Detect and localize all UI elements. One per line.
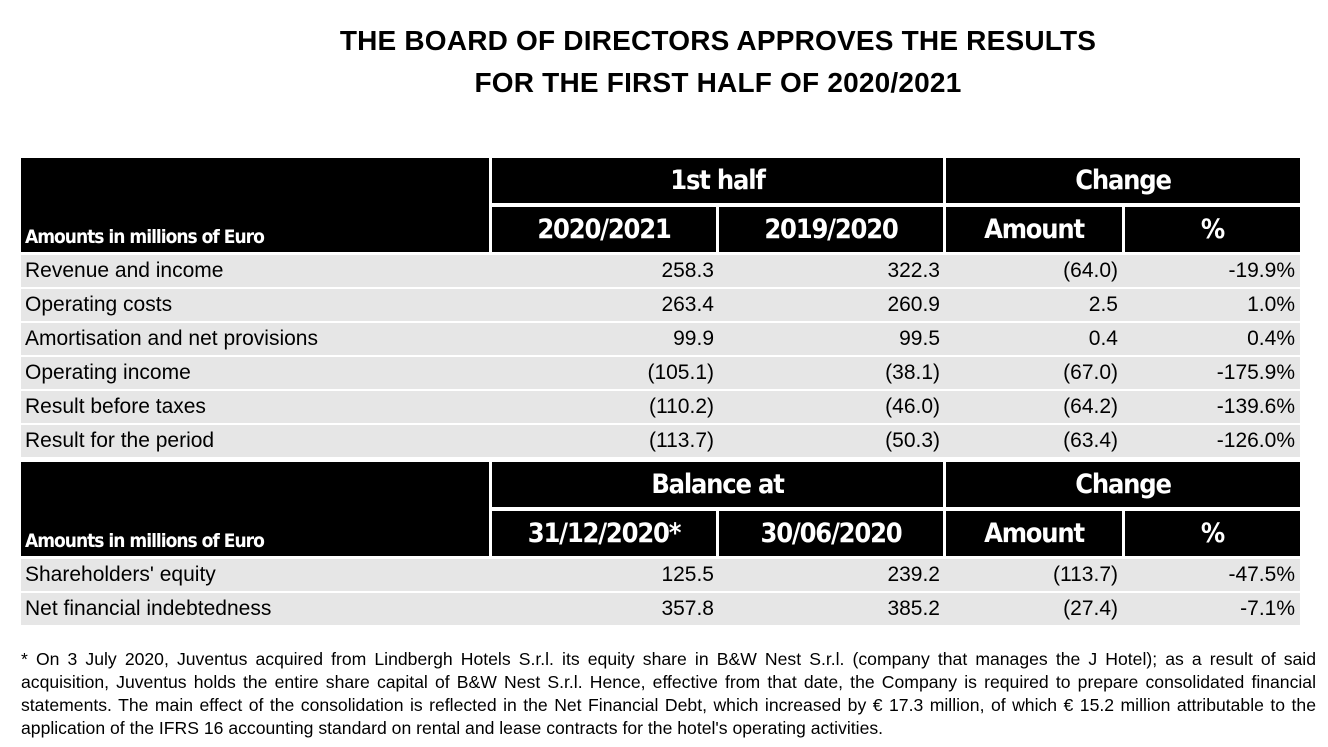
- balance-group-change: Change: [946, 462, 1300, 507]
- row-value: (105.1): [647, 361, 714, 384]
- row-label: Shareholders' equity: [25, 563, 216, 586]
- table-row: [21, 289, 1300, 321]
- table-row: [21, 559, 1300, 591]
- row-value: 239.2: [887, 563, 940, 586]
- income-col-percent: %: [1125, 207, 1300, 252]
- footnote: * On 3 July 2020, Juventus acquired from Lindbergh Hotels S.r.l. its equity share in B&W Nest S.r.l. (company that manages the J Hotel); as a result of said acquisition, Juventus holds the entire share capital of B&W Nest S.r.l. Hence, effective from that date, the Company is required to prepare consolidated financial statements. The main effect of the consolidation is reflected in the Net Financial Debt, which increased by € 17.3 million, of which € 15.2 million attributable to the application of the IFRS 16 accounting standard on rental and lease contracts for the hotel's operating activities.: [21, 649, 1316, 738]
- table-row: [21, 391, 1300, 423]
- table-row: [21, 255, 1300, 287]
- row-value: 0.4%: [1247, 327, 1295, 350]
- income-table-header: [21, 158, 1300, 252]
- row-label: Result before taxes: [25, 395, 206, 418]
- income-group-change: Change: [946, 158, 1300, 203]
- row-value: 322.3: [887, 259, 940, 282]
- row-value: (27.4): [1063, 597, 1118, 620]
- balance-col-31-12-2020: 31/12/2020*: [492, 511, 716, 556]
- table-row: [21, 593, 1300, 625]
- row-value: (64.0): [1063, 259, 1118, 282]
- row-value: (46.0): [885, 395, 940, 418]
- row-value: 357.8: [661, 597, 714, 620]
- income-col-amount: Amount: [946, 207, 1122, 252]
- row-label: Revenue and income: [25, 259, 224, 282]
- row-value: 99.5: [899, 327, 940, 350]
- table-row: [21, 323, 1300, 355]
- row-value: (113.7): [649, 429, 714, 452]
- row-value: (63.4): [1063, 429, 1118, 452]
- row-value: -126.0%: [1216, 429, 1295, 452]
- row-value: (67.0): [1063, 361, 1118, 384]
- balance-table-header: [21, 462, 1300, 556]
- title-line-1: THE BOARD OF DIRECTORS APPROVES THE RESULTS: [339, 25, 1097, 56]
- row-value: (38.1): [885, 361, 940, 384]
- row-value: -175.9%: [1216, 361, 1295, 384]
- row-value: -19.9%: [1228, 259, 1295, 282]
- row-value: 0.4: [1088, 327, 1118, 350]
- balance-col-amount: Amount: [946, 511, 1122, 556]
- balance-col-percent: %: [1125, 511, 1300, 556]
- balance-group-balance-at: Balance at: [492, 462, 943, 507]
- row-value: 99.9: [673, 327, 714, 350]
- row-value: (110.2): [649, 395, 714, 418]
- row-label: Amortisation and net provisions: [25, 327, 318, 350]
- balance-table: [21, 462, 1300, 625]
- row-value: 258.3: [661, 259, 714, 282]
- income-rows: [21, 255, 1300, 457]
- row-value: -7.1%: [1240, 597, 1295, 620]
- table-row: [21, 425, 1300, 457]
- title-line-2: FOR THE FIRST HALF OF 2020/2021: [474, 67, 962, 98]
- income-table: [21, 158, 1300, 457]
- row-value: 125.5: [661, 563, 714, 586]
- income-units-label: Amounts in millions of Euro: [21, 158, 489, 252]
- income-col-2020-2021: 2020/2021: [492, 207, 716, 252]
- row-value: (64.2): [1063, 395, 1118, 418]
- page-title: [0, 20, 1328, 104]
- row-value: -47.5%: [1228, 563, 1295, 586]
- balance-col-30-06-2020: 30/06/2020: [719, 511, 943, 556]
- income-group-first-half: 1st half: [492, 158, 943, 203]
- row-label: Result for the period: [25, 429, 215, 452]
- table-row: [21, 357, 1300, 389]
- row-value: -139.6%: [1216, 395, 1295, 418]
- row-value: 1.0%: [1247, 293, 1295, 316]
- row-value: 385.2: [887, 597, 940, 620]
- row-label: Operating income: [25, 361, 191, 384]
- row-value: (113.7): [1053, 563, 1118, 586]
- row-label: Net financial indebtedness: [25, 597, 272, 620]
- balance-rows: [21, 559, 1300, 625]
- row-label: Operating costs: [25, 293, 173, 316]
- row-value: 2.5: [1088, 293, 1118, 316]
- balance-units-label: Amounts in millions of Euro: [21, 462, 489, 556]
- row-value: 263.4: [661, 293, 714, 316]
- row-value: 260.9: [887, 293, 940, 316]
- income-col-2019-2020: 2019/2020: [719, 207, 943, 252]
- row-value: (50.3): [885, 429, 940, 452]
